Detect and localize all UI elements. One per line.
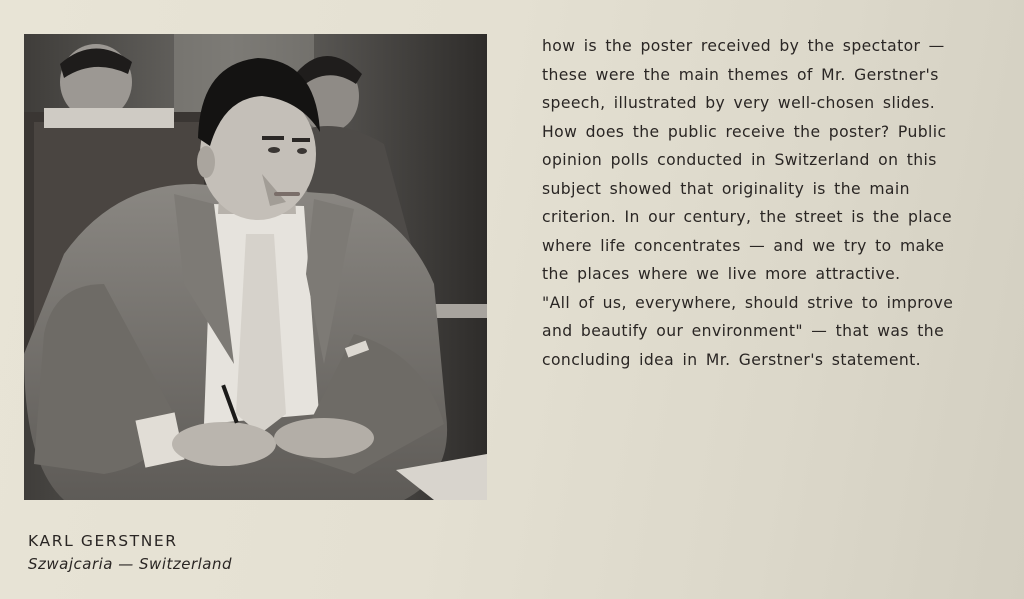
portrait-photo-illustration bbox=[24, 34, 487, 500]
article-line: How does the public receive the poster? Public bbox=[542, 122, 947, 141]
article-text bbox=[542, 32, 1012, 374]
caption-country: Szwajcaria — Switzerland bbox=[28, 555, 233, 573]
article-line: speech, illustrated by very well-chosen slides. bbox=[542, 94, 936, 112]
article-line: concluding idea in Mr. Gerstner's statement. bbox=[542, 350, 922, 369]
photo-caption bbox=[28, 530, 232, 576]
article-line: opinion polls conducted in Switzerland on this bbox=[542, 151, 937, 169]
portrait-photo bbox=[24, 34, 487, 500]
article-line: criterion. In our century, the street is the place bbox=[542, 208, 952, 226]
article-line: subject showed that originality is the main bbox=[542, 179, 910, 198]
article-line: and beautify our environment" — that was the bbox=[542, 322, 945, 340]
caption-name: KARL GERSTNER bbox=[28, 532, 178, 550]
article-line: "All of us, everywhere, should strive to improve bbox=[542, 293, 954, 312]
article-line: where life concentrates — and we try to make bbox=[542, 236, 945, 255]
article-line: the places where we live more attractive. bbox=[542, 265, 901, 283]
article-line: these were the main themes of Mr. Gerstner's bbox=[542, 65, 939, 84]
article-line: how is the poster received by the spectator — bbox=[542, 37, 945, 55]
